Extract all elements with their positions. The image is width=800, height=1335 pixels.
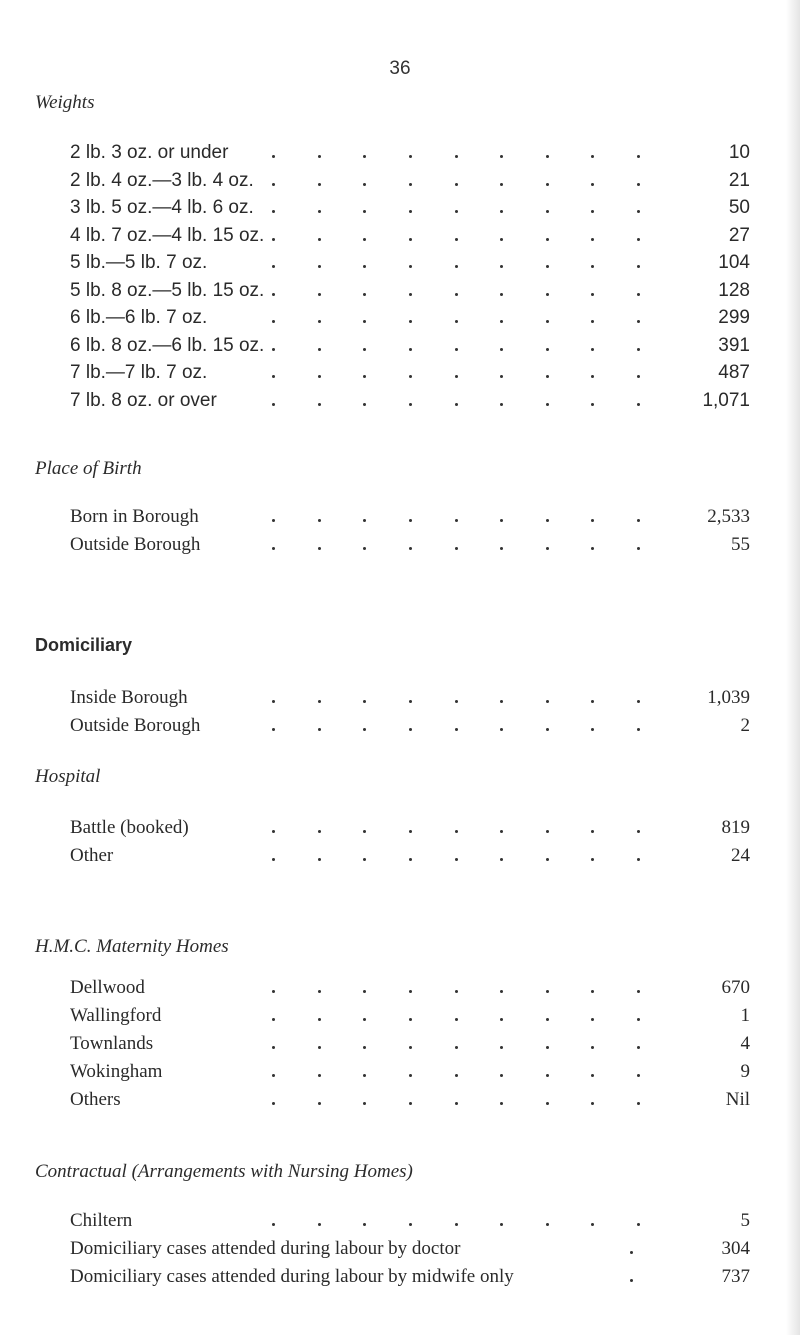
row-label: 6 lb.—6 lb. 7 oz. — [70, 307, 208, 328]
dot-leader — [630, 1234, 640, 1254]
dot-leader — [272, 166, 640, 186]
dot-leader — [272, 303, 640, 323]
dot-leader — [272, 221, 640, 241]
table-row — [70, 358, 750, 388]
row-label: Wallingford — [70, 1005, 162, 1026]
row-value: 27 — [728, 224, 750, 246]
row-value: Nil — [725, 1089, 750, 1110]
row-label: Other — [70, 845, 114, 866]
table-row — [70, 221, 750, 251]
dot-leader — [272, 193, 640, 213]
row-label: 4 lb. 7 oz.—4 lb. 15 oz. — [70, 224, 265, 246]
dot-leader — [272, 1057, 640, 1077]
place-of-birth-heading: Place of Birth — [35, 458, 142, 479]
table-row — [70, 1234, 750, 1264]
row-value: 10 — [728, 142, 750, 163]
row-value: 55 — [731, 534, 750, 555]
contractual-heading: Contractual (Arrangements with Nursing Homes) — [35, 1161, 413, 1182]
row-label: Inside Borough — [70, 687, 188, 708]
dot-leader — [272, 973, 640, 993]
row-label: Dellwood — [70, 977, 145, 998]
row-label: Born in Borough — [70, 506, 199, 527]
dot-leader — [630, 1262, 640, 1282]
table-row — [70, 248, 750, 278]
row-value: 104 — [718, 252, 750, 273]
dot-leader — [272, 276, 640, 296]
domiciliary-heading: Domiciliary — [35, 635, 133, 655]
row-value: 24 — [731, 845, 750, 866]
row-value: 391 — [718, 334, 750, 356]
table-row — [70, 1001, 750, 1031]
dot-leader — [272, 813, 640, 833]
row-value: 128 — [718, 279, 750, 301]
dot-leader — [272, 502, 640, 522]
dot-leader — [272, 841, 640, 861]
row-value: 670 — [721, 977, 750, 998]
page-edge-shadow — [786, 0, 800, 1335]
table-row — [70, 1029, 750, 1059]
table-row — [70, 276, 750, 306]
dot-leader — [272, 711, 640, 731]
table-row — [70, 1085, 750, 1115]
table-row — [70, 530, 750, 560]
table-row — [70, 973, 750, 1003]
row-label: 2 lb. 4 oz.—3 lb. 4 oz. — [70, 169, 254, 191]
table-row — [70, 193, 750, 223]
dot-leader — [272, 248, 640, 268]
hmc-maternity-homes-heading: H.M.C. Maternity Homes — [35, 936, 229, 957]
row-label: Outside Borough — [70, 534, 201, 555]
table-row — [70, 166, 750, 196]
dot-leader — [272, 1029, 640, 1049]
weights-heading: Weights — [35, 92, 95, 113]
row-value: 299 — [718, 307, 750, 328]
row-value: 304 — [721, 1238, 750, 1259]
row-label: Domiciliary cases attended during labour by doctor — [70, 1238, 461, 1259]
dot-leader — [272, 1206, 640, 1226]
row-label: 7 lb. 8 oz. or over — [70, 389, 217, 411]
table-row — [70, 711, 750, 741]
table-row — [70, 502, 750, 532]
row-value: 1,071 — [702, 389, 750, 411]
table-row — [70, 841, 750, 871]
row-value: 487 — [718, 362, 750, 383]
dot-leader — [272, 386, 640, 406]
row-label: Battle (booked) — [70, 817, 189, 838]
row-value: 819 — [721, 817, 750, 838]
page-number: 36 — [389, 58, 411, 79]
row-label: 6 lb. 8 oz.—6 lb. 15 oz. — [70, 334, 265, 356]
dot-leader — [272, 530, 640, 550]
row-label: 3 lb. 5 oz.—4 lb. 6 oz. — [70, 197, 254, 218]
dot-leader — [272, 1085, 640, 1105]
row-value: 50 — [728, 197, 750, 218]
table-row — [70, 683, 750, 713]
row-value: 1,039 — [707, 687, 750, 708]
row-label: Townlands — [70, 1033, 154, 1054]
table-row — [70, 331, 750, 361]
dot-leader — [272, 1001, 640, 1021]
row-value: 2 — [740, 715, 750, 736]
row-value: 1 — [740, 1005, 750, 1026]
row-label: 2 lb. 3 oz. or under — [70, 142, 229, 163]
table-row — [70, 138, 750, 168]
row-value: 9 — [740, 1061, 750, 1082]
table-row — [70, 1057, 750, 1087]
table-row — [70, 813, 750, 843]
hospital-heading: Hospital — [35, 766, 101, 787]
row-value: 21 — [728, 169, 750, 191]
row-value: 4 — [740, 1033, 750, 1054]
dot-leader — [272, 683, 640, 703]
row-label: Outside Borough — [70, 715, 201, 736]
table-row — [70, 1206, 750, 1236]
row-value: 2,533 — [707, 506, 750, 527]
table-row — [70, 303, 750, 333]
row-value: 5 — [740, 1210, 750, 1231]
dot-leader — [272, 331, 640, 351]
row-label: Others — [70, 1089, 121, 1110]
row-label: Domiciliary cases attended during labour by midwife only — [70, 1266, 514, 1287]
row-label: 5 lb. 8 oz.—5 lb. 15 oz. — [70, 279, 265, 301]
row-label: 7 lb.—7 lb. 7 oz. — [70, 362, 208, 383]
dot-leader — [272, 358, 640, 378]
row-label: Chiltern — [70, 1210, 133, 1231]
dot-leader — [272, 138, 640, 158]
table-row — [70, 386, 750, 416]
table-row — [70, 1262, 750, 1292]
row-value: 737 — [721, 1266, 750, 1287]
row-label: 5 lb.—5 lb. 7 oz. — [70, 252, 208, 273]
row-label: Wokingham — [70, 1061, 163, 1082]
